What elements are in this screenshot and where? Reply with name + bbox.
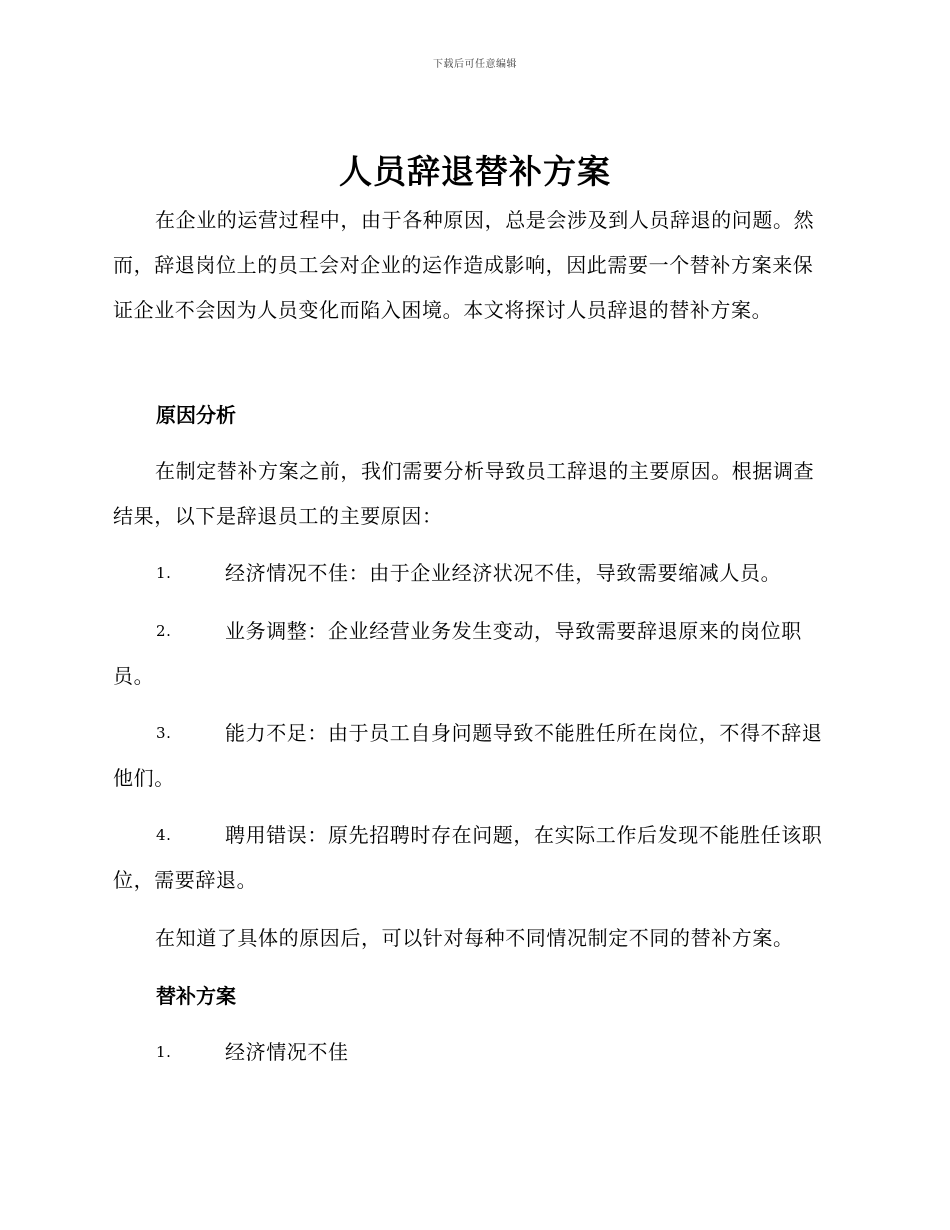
list-item: [113, 551, 833, 596]
causes-lead-paragraph: 在制定替补方案之前，我们需要分析导致员工辞退的主要原因。根据调查结果，以下是辞退员工的主要原因：: [113, 459, 815, 528]
list-item-number: 4.: [156, 826, 172, 844]
list-item-number: 1.: [156, 1043, 172, 1061]
list-item-text: 经济情况不佳：由于企业经济状况不佳，导致需要缩减人员。: [225, 561, 782, 585]
intro-paragraph: 在企业的运营过程中，由于各种原因，总是会涉及到人员辞退的问题。然而，辞退岗位上的员工会对企业的运作造成影响，因此需要一个替补方案来保证企业不会因为人员变化而陷入困境。本文将探讨人员辞退的替补方案。: [113, 208, 815, 322]
list-item: [113, 813, 833, 903]
section-heading-causes: 原因分析: [156, 403, 236, 427]
list-item: [113, 1030, 833, 1075]
causes-conclusion-paragraph: 在知道了具体的原因后，可以针对每种不同情况制定不同的替补方案。: [155, 926, 794, 950]
list-item-number: 1.: [156, 564, 172, 582]
list-item: [113, 711, 833, 801]
document-title: 人员辞退替补方案: [339, 152, 611, 191]
list-item-number: 2.: [156, 622, 172, 640]
list-item-text: 业务调整：企业经营业务发生变动，导致需要辞退原来的岗位职员。: [113, 619, 802, 688]
header-note: 下载后可任意编辑: [433, 59, 517, 70]
section-heading-plan: 替补方案: [156, 984, 236, 1008]
list-item-text: 能力不足：由于员工自身问题导致不能胜任所在岗位，不得不辞退他们。: [113, 721, 823, 790]
list-item-number: 3.: [156, 724, 172, 742]
list-item-text: 聘用错误：原先招聘时存在问题，在实际工作后发现不能胜任该职位，需要辞退。: [113, 823, 823, 892]
list-item-text: 经济情况不佳: [225, 1040, 349, 1064]
list-item: [113, 609, 833, 699]
